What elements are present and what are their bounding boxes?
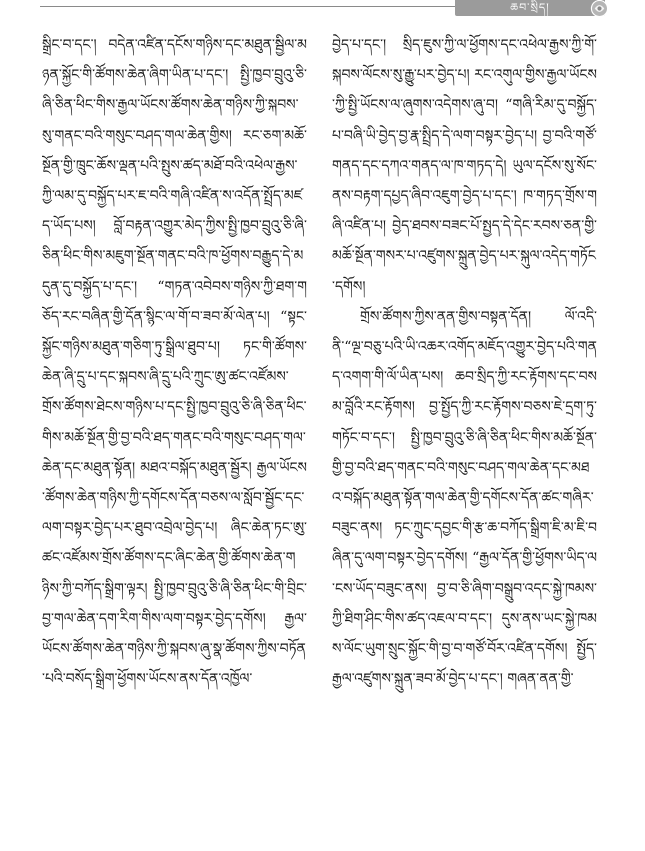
body-paragraph: གྲོས་ཚོགས་ཀྱིས་ནན་གྱིས་བསྟན་དོན། ལོ་འདི་ནི་“ལྔ་བཅུ་པའི་ཡི་འཆར་འགོད་མཇོད་འགྱུར་བྱེད་པའི་གནད་འགག་གི་ལོ་ཡིན་པས། ཆབ་སྲིད་ཀྱི་རང་རྟོགས་དང་བསམ་བློའི་རང་རྟོགས། བྱ་སྤྱོད་ཀྱི་རང་རྟོགས་བཅས་ཇེ་དྲག་ཏུ་གཏོང་བ་དང་། སྤྱི་ཁྱབ་བྲུའུ་ཅི་ཞི་ཅིན་ཕིང་གིས་མཆོ་སྔོན་གྱི་བྱ་བའི་ཐད་གནང་བའི་གསུང་བཤད་གལ་ཆེན་དང་མཐའ་བསྐོད་མཐུན་སྟོན་གལ་ཆེན་གྱི་དགོངས་དོན་ཚང་གཞིར་བཟུང་ནས། ཏང་ཀྲུང་དབྱང་གི་རྩ་ཆ་བཀོད་སྒྲིག་ཇི་མ་ཇི་བཞིན་དུ་ལག་བསྟར་བྱེད་དགོས། “རྒྱལ་དོན་གྱི་ཕྱོགས་ཡིད་ལ་ངས་ཡོད་བཟུང་ནས། བྱ་བ་ཅི་ཞིག་བསྒྲུབ་འདང་སྐྱེ་ཁམས་ཀྱི་ཐིག་ཤིང་གིས་ཚད་འཇལ་བ་དང་། དུས་ནས་ཡང་སྐྱེ་ཁམས་ལོང་ཡུག་སྲུང་སྐྱོང་གི་བྱ་བ་གཙོ་བོར་འཛིན་དགོས། སྤྱོད་རྒྱལ་འཛུགས་སྐྲུན་ཟབ་མོ་བྱེད་པ་དང་། གཞན་ནན་གྱི་ (332, 308, 597, 688)
right-column (332, 30, 597, 845)
article-body (42, 30, 607, 845)
body-paragraph: བྱེད་པ་དང་། སྲིད་ཇུས་ཀྱི་ལ་ཕྱོགས་དང་འཕེལ་རྒྱས་ཀྱི་གོ་སྐབས་ལོངས་སུ་རྒྱུ་པར་བྱེད་པ། རང་འགུལ་གྱིས་རྒྱལ་ཡོངས་ཀྱི་སྤྱི་ཡོངས་ལ་ཞུགས་འདེགས་ཞུ་བ། “གཞི་རིམ་དུ་བསྐྱོད་པ་བཞི་ཡི་བྱེད་བྱ་རྣ་སྤྲིད་དེ་ལག་བསྟར་བྱེད་པ། བྱ་བའི་གཙོ་གནད་དང་དཀའ་གནད་ལ་ཁ་གཏད་དེ། ཡུལ་དངོས་སུ་སོང་ནས་བརྟག་དཔྱད་ཞིབ་འཇུག་བྱེད་པ་དང་། ཁ་གཏད་གྲོས་གཞི་འཛིན་པ། བྱེད་ཐབས་བཟང་པོ་སྤྱད་དེ་དེང་རབས་ཅན་གྱི་མཆོ་སྔོན་གསར་པ་འཛུགས་སྐྲུན་བྱེད་པར་སྐུལ་འདེད་གཏོང་དགོས། (332, 37, 597, 295)
body-paragraph: སྒྲིང་བ་དང་། བདེན་འཛིན་དངོས་གཉིས་དང་མཐུན་སྦྱིལ་མཉན་སྐྱོང་གི་ཚོགས་ཆེན་ཞིག་ཡིན་པ་དང་། སྤྱི་ཁྱབ་བྲུའུ་ཅི་ཞི་ཅིན་ཕིང་གིས་རྒྱལ་ཡོངས་ཚོགས་ཆེན་གཉིས་ཀྱི་སྐབས་སུ་གནང་བའི་གསུང་བཤད་གལ་ཆེན་གྱིས། རང་ཅག་མཆོ་སྔོན་གྱི་ཁྲུང་ཆོས་ལྡན་པའི་སྤུས་ཚད་མཐོ་བའི་འཕེལ་རྒྱས་ཀྱི་ལམ་དུ་བསྐྱོད་པར་ཇ་བའི་གཞི་འཛིན་ས་འདོན་སྤྲོད་མཛད་ཡོད་པས། བློ་བརྟན་འགྱུར་མེད་ཀྱིས་སྤྱི་ཁྱབ་བྲུའུ་ཅི་ཞི་ཅིན་ཕིང་གིས་མཇུག་སྔོན་གནང་བའི་ཁ་ཕྱོགས་བརྒྱུད་དེ་མདུན་དུ་བསྐྱོད་པ་དང་། “གཏན་འབེབས་གཉིས་ཀྱི་ཐག་གཅོད་རང་བཞིན་གྱི་དོན་སྙིང་ལ་གོ་བ་ཟབ་མོ་ལེན་པ། “སྟང་སྐྱོང་གཉིས་མཐུན་གཅིག་ཏུ་སྒྲིལ་ཐུབ་པ། ཏང་གི་ཚོགས་ཆེན་ཞི་དྲུ་པ་དང་སྐབས་ཞི་དྲུ་པའི་ཀྲུང་ཨུ་ཚང་འཛོམས་གྲོས་ཚོགས་ཐེངས་གཉིས་པ་དང་སྤྱི་ཁྱབ་བྲུའུ་ཅི་ཞི་ཅིན་ཕིང་གིས་མཆོ་སྔོན་གྱི་བྱ་བའི་ཐད་གནང་བའི་གསུང་བཤད་གལ་ཆེན་དང་མཐུན་སྟོན། མཐའ་བསྐོད་མཐུན་སྦྱོར། རྒྱལ་ཡོངས་ཚོགས་ཆེན་གཉིས་ཀྱི་དགོངས་དོན་བཅས་ལ་སློབ་སྦྱོང་དང་ལག་བསྟར་བྱེད་པར་ཐུབ་འབྲེལ་བྱེད་པ། ཞིང་ཆེན་ཏང་ཨུ་ཚང་འཛོམས་གྲོས་ཚོགས་དང་ཞིང་ཆེན་གྱི་ཚོགས་ཆེན་གཉིས་ཀྱི་བཀོད་སྒྲིག་ལྟར། སྤྱི་ཁྱབ་བྲུའུ་ཅི་ཞི་ཅིན་ཕིང་གི་བྲིང་བྱ་གལ་ཆེན་དག་རིག་གིས་ལག་བསྟར་བྱེད་དགོས། རྒྱལ་ཡོངས་ཚོགས་ཆེན་གཉིས་ཀྱི་སྐབས་ཞུ་སྣ་ཚོགས་ཀྱིས་བཏོན་པའི་བསོད་སྒྲིག་ཕྱོགས་ཡོངས་ནས་དོན་འཁྱོལ་ (42, 37, 307, 688)
circular-emblem-icon (590, 0, 609, 18)
section-header-tab (455, 0, 605, 16)
header-rule (40, 6, 458, 7)
left-column (42, 30, 307, 845)
section-title: ཆབ་སྲིད། (510, 1, 550, 14)
